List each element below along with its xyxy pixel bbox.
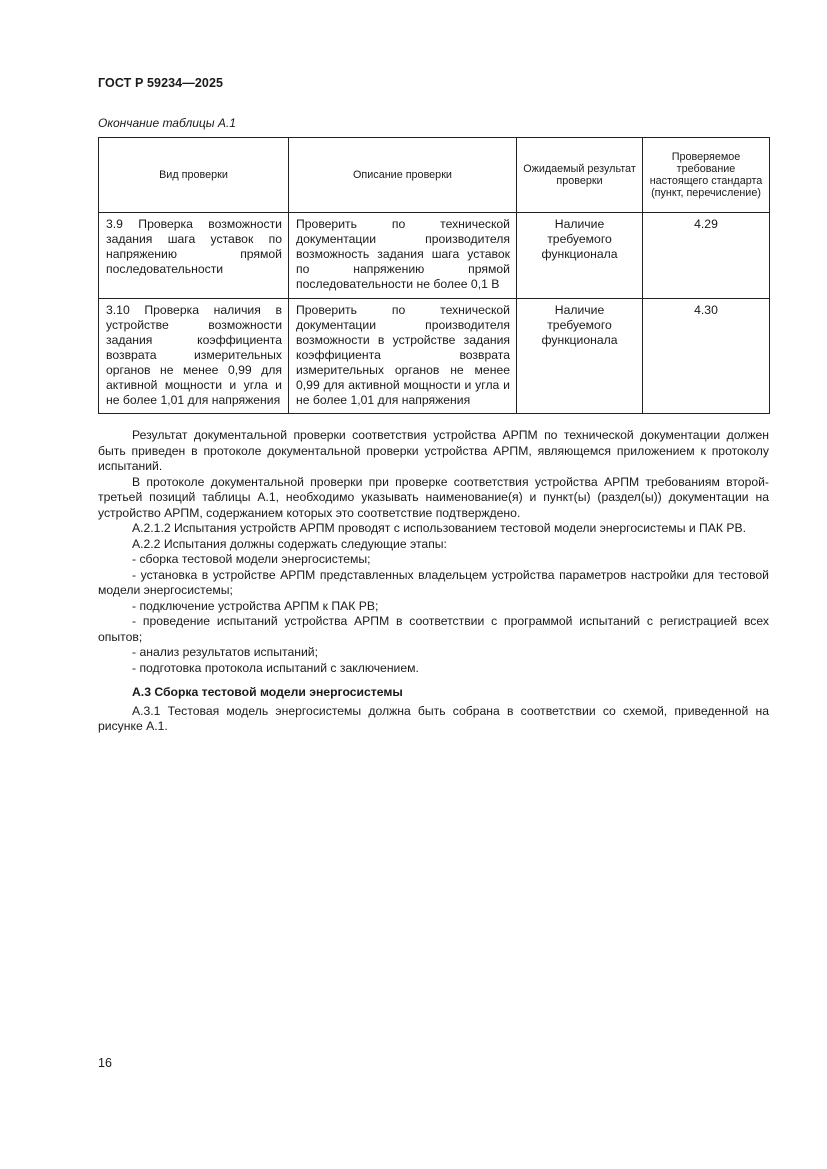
page-number: 16 xyxy=(98,1056,112,1070)
table-header-row xyxy=(99,138,770,213)
list-item: - подключение устройства АРПМ к ПАК РВ; xyxy=(132,598,379,613)
expected-result-cell: Наличие требуемого функционала xyxy=(517,299,643,414)
requirements-table xyxy=(98,137,770,414)
requirement-cell: 4.29 xyxy=(643,213,770,299)
description-cell xyxy=(289,299,517,414)
column-header-expected-result: Ожидаемый результат проверки xyxy=(517,138,643,213)
check-type-text: 3.9 Проверка возможности задания шага уставок по напряжению прямой последовательности xyxy=(106,217,282,276)
column-header-requirement: Проверяемое требование настоящего стандарта (пункт, перечисление) xyxy=(643,138,770,213)
column-header-check-type: Вид проверки xyxy=(99,138,289,213)
check-type-text: 3.10 Проверка наличия в устройстве возможности задания коэффициента возврата измерительных органов не менее 0,99 для активной мощности и угла и не более 1,01 для напряжения xyxy=(106,303,282,407)
paragraph: А.2.1.2 Испытания устройств АРПМ проводят с использованием тестовой модели энергосистемы и ПАК РВ. xyxy=(132,521,747,535)
body-text xyxy=(98,428,769,735)
check-type-cell xyxy=(99,299,289,414)
list-item: - анализ результатов испытаний; xyxy=(132,645,318,659)
paragraph: Результат документальной проверки соответствия устройства АРПМ по технической документации должен быть приведен в протоколе документальной проверки устройства АРПМ, являющемся приложением к протоколу испытаний. xyxy=(98,428,769,473)
description-text: Проверить по технической документации производителя возможность задания шага уставок по напряжению прямой последовательности не более 0,1 В xyxy=(296,217,510,291)
paragraph: В протоколе документальной проверки при проверке соответствия устройства АРПМ требованиям второй-третьей позиций таблицы А.1, необходимо указывать наименование(я) и пункт(ы) (раздел(ы)) документации на устройство АРПМ, содержанием которых это соответствие подтверждено. xyxy=(98,474,769,520)
description-text: Проверить по технической документации производителя возможности в устройстве задания коэффициента возврата измерительных органов не менее 0,99 для активной мощности и угла и не более 1,01 для напряжения xyxy=(296,303,510,407)
column-header-description: Описание проверки xyxy=(289,138,517,213)
list-item: - сборка тестовой модели энергосистемы; xyxy=(132,552,371,566)
expected-result-cell: Наличие требуемого функционала xyxy=(517,213,643,299)
check-type-cell xyxy=(99,213,289,299)
document-header: ГОСТ Р 59234—2025 xyxy=(98,76,224,90)
table-row xyxy=(99,299,770,414)
paragraph: А.2.2 Испытания должны содержать следующие этапы: xyxy=(132,536,447,551)
table-row xyxy=(99,213,770,299)
list-item: - установка в устройстве АРПМ представленных владельцем устройства параметров настройки для тестовой модели энергосистемы; xyxy=(98,567,769,597)
list-item: - проведение испытаний устройства АРПМ в соответствии с программой испытаний с регистрацией всех опытов; xyxy=(98,614,769,644)
list-item: - подготовка протокола испытаний с заключением. xyxy=(132,660,419,675)
paragraph: А.3.1 Тестовая модель энергосистемы должна быть собрана в соответствии со схемой, приведенной на рисунке А.1. xyxy=(98,703,769,733)
section-title: А.3 Сборка тестовой модели энергосистемы xyxy=(132,685,403,699)
description-cell xyxy=(289,213,517,299)
table-caption: Окончание таблицы А.1 xyxy=(98,116,236,130)
requirement-cell: 4.30 xyxy=(643,299,770,414)
